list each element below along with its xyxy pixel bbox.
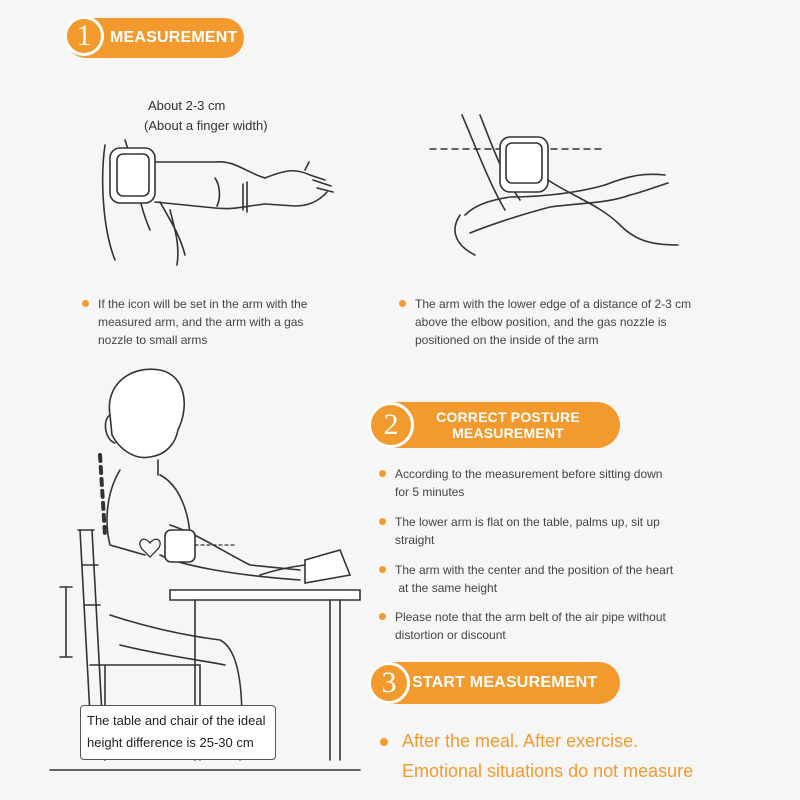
section2-bullet-3 — [395, 561, 725, 597]
bullet-line: measured arm, and the arm with a gas — [98, 315, 304, 329]
bullet-line: According to the measurement before sitting down — [395, 467, 663, 481]
section1-bullet-left — [98, 295, 368, 349]
section3-note-line1: After the meal. After exercise. — [402, 731, 639, 751]
bullet-line: The arm with the center and the position of the heart — [395, 563, 674, 577]
cuff-distance-caption-line2: (About a finger width) — [144, 118, 268, 133]
bullet-dot — [380, 738, 388, 746]
cuff-distance-caption-line1: About 2-3 cm — [148, 98, 226, 113]
arm-cuff-illustration-right — [430, 115, 690, 255]
bullet-line: positioned on the inside of the arm — [415, 333, 599, 347]
table-height-note — [80, 705, 276, 760]
arm-cuff-illustration-left — [95, 140, 355, 270]
bullet-line: at the same height — [395, 581, 498, 595]
section2-title-line1: CORRECT POSTURE — [436, 409, 580, 425]
table-height-note-line1: The table and chair of the ideal — [87, 713, 266, 728]
bullet-line: The lower arm is flat on the table, palms up, sit up — [395, 515, 660, 529]
section3-note — [402, 726, 693, 786]
bullet-dot — [379, 518, 386, 525]
section2-title-line2: MEASUREMENT — [452, 425, 564, 441]
bullet-dot — [399, 300, 406, 307]
section2-bullet-4 — [395, 608, 725, 644]
table-height-note-line2: height difference is 25-30 cm — [87, 735, 254, 750]
section3-badge — [370, 662, 620, 704]
section3-number: 3 — [368, 662, 410, 704]
bullet-dot — [379, 613, 386, 620]
section1-title: MEASUREMENT — [110, 29, 238, 46]
cuff-distance-caption — [144, 96, 268, 136]
bullet-line: Please note that the arm belt of the air pipe without — [395, 610, 666, 624]
bullet-dot — [379, 470, 386, 477]
bullet-line: straight — [395, 533, 435, 547]
section2-badge — [370, 402, 620, 448]
bullet-line: nozzle to small arms — [98, 333, 208, 347]
bullet-line: The arm with the lower edge of a distance of 2-3 cm — [415, 297, 692, 311]
bullet-dot — [82, 300, 89, 307]
section1-bullet-right — [415, 295, 745, 349]
section2-number: 2 — [368, 402, 414, 448]
bullet-line: If the icon will be set in the arm with the — [98, 297, 308, 311]
bullet-line: for 5 minutes — [395, 485, 465, 499]
section3-title: START MEASUREMENT — [412, 674, 598, 691]
section3-note-line2: Emotional situations do not measure — [402, 761, 694, 781]
section2-bullet-1 — [395, 465, 725, 501]
bullet-line: above the elbow position, and the gas nozzle is — [415, 315, 667, 329]
section1-number: 1 — [64, 16, 104, 56]
bullet-line: distortion or discount — [395, 628, 506, 642]
bullet-dot — [379, 566, 386, 573]
section1-badge — [66, 18, 244, 58]
section2-bullet-2 — [395, 513, 725, 549]
